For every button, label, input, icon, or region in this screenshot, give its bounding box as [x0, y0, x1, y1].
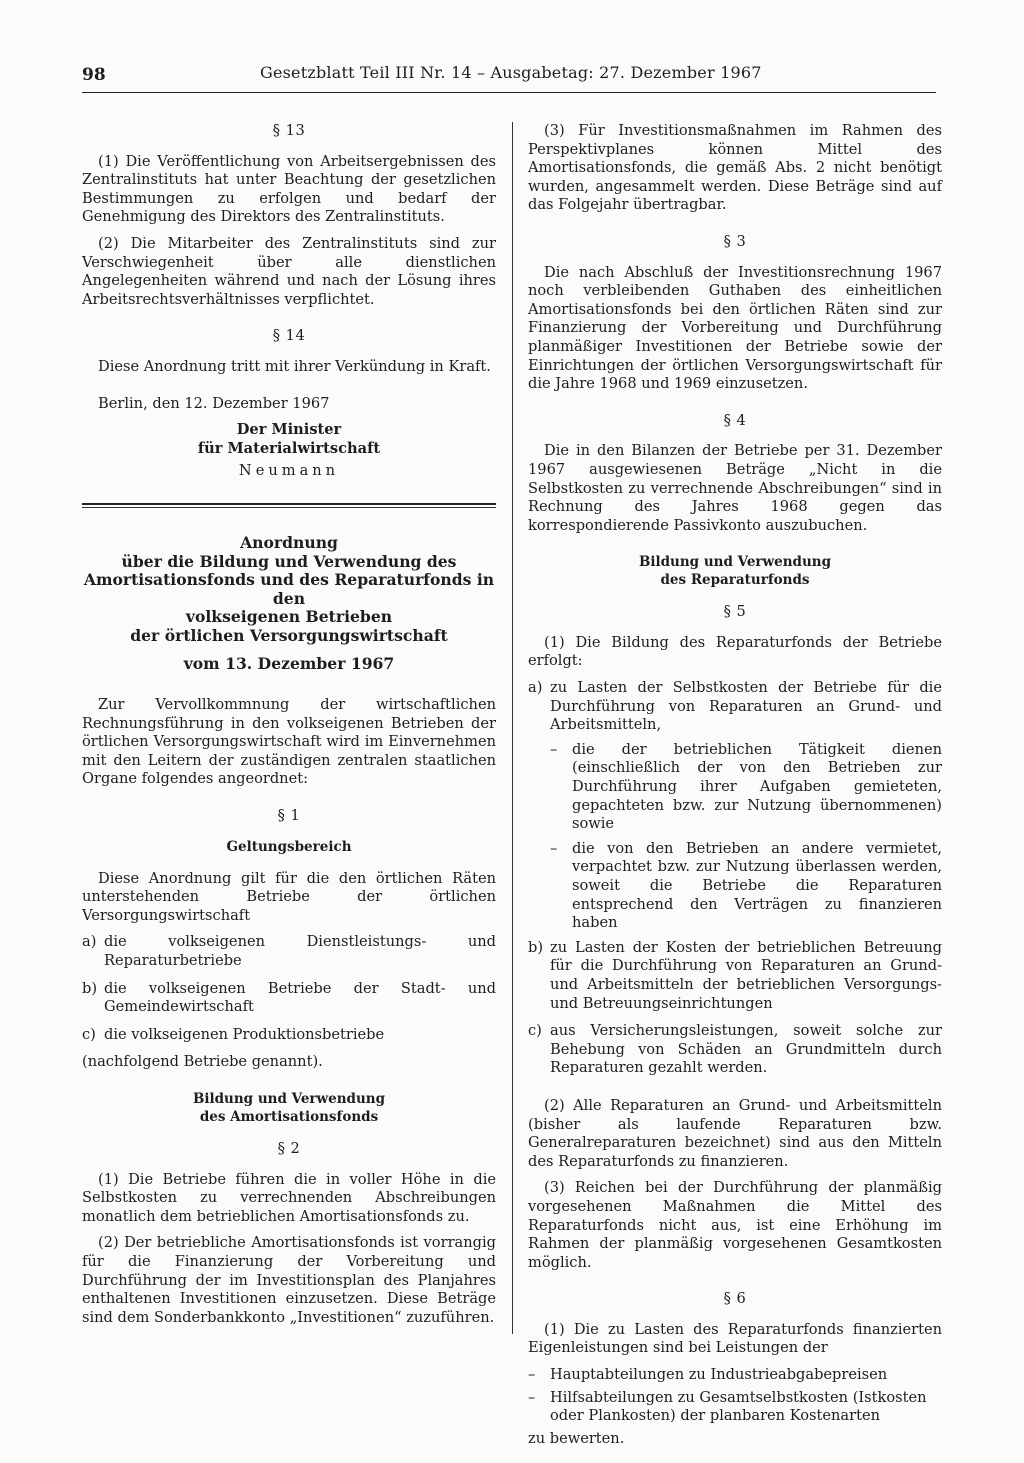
- title-line-4: volkseigenen Betrieben: [185, 607, 393, 627]
- section-1-outro: (nachfolgend Betriebe genannt).: [82, 1053, 323, 1071]
- dash-item-label: –: [550, 839, 558, 857]
- list-item: [82, 933, 496, 970]
- dash-item: [550, 741, 942, 834]
- dash-item-text: Hauptabteilungen zu Industrieabgabepreisen: [550, 1366, 888, 1384]
- section-13-label: § 13: [272, 122, 306, 139]
- list-item: [528, 679, 942, 735]
- document-title: [82, 534, 496, 646]
- section-3-label: § 3: [723, 232, 747, 250]
- dash-item-label: –: [550, 740, 558, 758]
- document-date: vom 13. Dezember 1967: [183, 654, 395, 674]
- dash-item-label: –: [528, 1388, 536, 1406]
- dash-item-text: die von den Betrieben an andere vermietet, verpachtet bzw. zur Nutzung überlassen werden, soweit die Betriebe die Reparaturen entsprechend den Verträgen zu finanzieren haben: [572, 839, 942, 932]
- dash-item-text: die der betrieblichen Tätigkeit dienen (einschließlich der von den Betrieben zur Durchführung ihrer Aufgaben gemieteten, gepachteten bzw. zur Nutzung übernommenen) sowie: [572, 740, 942, 833]
- right-column: [528, 122, 942, 1456]
- section-5-paragraph-1: (1) Die Bildung des Reparaturfonds der Betriebe erfolgt:: [528, 633, 942, 670]
- list-item-text: die volkseigenen Betriebe der Stadt- und Gemeindewirtschaft: [104, 979, 496, 1016]
- list-item: [82, 1026, 496, 1045]
- list-item-text: zu Lasten der Kosten der betrieblichen Betreuung für die Durchführung von Reparaturen an Grund- und Arbeitsmitteln der betrieblichen Versorgungs- und Betreuungseinrichtungen: [550, 938, 942, 1012]
- section-5-label: § 5: [723, 603, 747, 621]
- list-item: [528, 1022, 942, 1078]
- section-1-label: § 1: [277, 807, 301, 825]
- section-divider: [82, 503, 496, 505]
- list-item-label: a): [82, 933, 97, 951]
- dash-item-text: Hilfsabteilungen zu Gesamtselbstkosten (Istkosten oder Plankosten) der planbaren Kostenarten: [550, 1388, 927, 1425]
- section-6-outro: zu bewerten.: [528, 1429, 625, 1447]
- section-1-heading: Geltungsbereich: [226, 838, 352, 855]
- left-column: [82, 122, 496, 1335]
- section-5-paragraph-2: (2) Alle Reparaturen an Grund- und Arbeitsmitteln (bisher als laufende Reparaturen bzw. Generalreparaturen bezeichnet) sind aus den Mitteln des Reparaturfonds zu finanzieren.: [528, 1096, 942, 1170]
- section-2-paragraph-2: (2) Der betriebliche Amortisationsfonds ist vorrangig für die Finanzierung der Vorbereitung und Durchführung der im Investitionsplan des Planjahres enthaltenen Investitionen einzusetzen. Diese Beträge sind dem Sonderbankkonto „Investitionen“ zuzuführen.: [82, 1234, 496, 1326]
- title-line-1: Anordnung: [240, 532, 338, 552]
- repair-fund-heading-line-1: Bildung und Verwendung: [638, 554, 832, 571]
- signature-ministry: für Materialwirtschaft: [197, 439, 381, 457]
- list-item-label: c): [528, 1022, 542, 1040]
- repair-fund-heading: [528, 553, 942, 589]
- dash-item: [528, 1366, 942, 1385]
- list-item-label: b): [82, 979, 98, 997]
- repair-fund-heading-line-2: des Reparaturfonds: [660, 572, 810, 589]
- column-divider: [512, 122, 513, 1334]
- signature-title: Der Minister: [236, 421, 342, 439]
- section-3-text: Die nach Abschluß der Investitionsrechnung 1967 noch verbleibenden Guthaben des einheitlichen Amortisationsfonds bei den örtlichen Räten sind zur Finanzierung der Vorbereitung und Durchführung planmäßiger Investitionen der Betriebe sowie der Einrichtungen der örtlichen Versorgungswirtschaft für die Jahre 1968 und 1969 einzusetzen.: [528, 263, 942, 393]
- section-6-paragraph-1: (1) Die zu Lasten des Reparaturfonds finanzierten Eigenleistungen sind bei Leistungen der: [528, 1320, 942, 1357]
- list-item-text: die volkseigenen Produktionsbetriebe: [104, 1025, 385, 1043]
- list-item: [528, 939, 942, 1013]
- amortisation-heading-line-1: Bildung und Verwendung: [192, 1090, 386, 1107]
- dash-item-label: –: [528, 1366, 536, 1384]
- signature-name: Neumann: [238, 462, 340, 480]
- header-rule: [82, 92, 936, 93]
- section-4-label: § 4: [723, 411, 747, 429]
- title-line-3: Amortisationsfonds und des Reparaturfonds in den: [83, 570, 495, 608]
- dash-item: [528, 1389, 942, 1426]
- section-5-paragraph-3: (3) Reichen bei der Durchführung der planmäßig vorgesehenen Maßnahmen die Mittel des Reparaturfonds nicht aus, ist eine Erhöhung im Rahmen der planmäßig vorgesehenen Gesamtkosten möglich.: [528, 1179, 942, 1271]
- title-line-2: über die Bildung und Verwendung des: [121, 551, 457, 571]
- section-14-label: § 14: [272, 327, 306, 345]
- page-header: [82, 64, 936, 92]
- title-line-5: der örtlichen Versorgungswirtschaft: [130, 625, 448, 645]
- section-1-intro: Diese Anordnung gilt für die den örtlichen Räten unterstehenden Betriebe der örtlichen Versorgungswirtschaft: [82, 869, 496, 924]
- section-14-text: Diese Anordnung tritt mit ihrer Verkündung in Kraft.: [98, 357, 491, 375]
- list-item-label: c): [82, 1025, 96, 1043]
- list-item: [82, 980, 496, 1017]
- section-2-label: § 2: [277, 1139, 301, 1157]
- list-item-text: aus Versicherungsleistungen, soweit solche zur Behebung von Schäden an Grundmitteln durch Reparaturen gezahlt werden.: [550, 1022, 942, 1077]
- section-2-paragraph-1: (1) Die Betriebe führen die in voller Höhe in die Selbstkosten zu verrechnenden Abschreibungen monatlich dem betrieblichen Amortisationsfonds zu.: [82, 1170, 496, 1225]
- section-divider-thin: [82, 507, 496, 508]
- amortisation-heading-line-2: des Amortisationsfonds: [199, 1108, 379, 1125]
- list-item-text: zu Lasten der Selbstkosten der Betriebe für die Durchführung von Reparaturen an Grund- und Arbeitsmitteln,: [550, 679, 942, 734]
- section-4-text: Die in den Bilanzen der Betriebe per 31. Dezember 1967 ausgewiesenen Beträge „Nicht in die Selbstkosten zu verrechnende Abschreibungen“ sind in Rechnung des Jahres 1968 gegen das korrespondierende Passivkonto auszubuchen.: [528, 442, 942, 534]
- list-item-label: b): [528, 938, 544, 956]
- section-2-paragraph-3: (3) Für Investitionsmaßnahmen im Rahmen des Perspektivplanes können Mittel des Amortisationsfonds, die gemäß Abs. 2 nicht benötigt wurden, angesammelt werden. Diese Beträge sind auf das Folgejahr übertragbar.: [528, 122, 942, 214]
- dash-item: [550, 840, 942, 933]
- section-6-label: § 6: [723, 1290, 747, 1308]
- running-head: Gesetzblatt Teil III Nr. 14 – Ausgabetag: 27. Dezember 1967: [260, 63, 762, 82]
- preamble: Zur Vervollkommnung der wirtschaftlichen Rechnungsführung in den volkseigenen Betrieben der örtlichen Versorgungswirtschaft wird im Einvernehmen mit den Leitern der zuständigen zentralen staatlichen Organe folgendes angeordnet:: [82, 696, 496, 788]
- page-number: 98: [82, 65, 106, 85]
- amortisation-heading: [82, 1090, 496, 1126]
- section-13-paragraph-2: (2) Die Mitarbeiter des Zentralinstituts sind zur Verschwiegenheit über alle dienstlichen Angelegenheiten während und nach der Lösung ihres Arbeitsrechtsverhältnisses verpflichtet.: [82, 234, 496, 308]
- place-date: Berlin, den 12. Dezember 1967: [98, 394, 330, 412]
- list-item-label: a): [528, 679, 543, 697]
- section-13-paragraph-1: (1) Die Veröffentlichung von Arbeitsergebnissen des Zentralinstituts hat unter Beachtung der gesetzlichen Bestimmungen zu erfolgen und bedarf der Genehmigung des Direktors des Zentralinstituts.: [82, 152, 496, 226]
- list-item-text: die volkseigenen Dienstleistungs- und Reparaturbetriebe: [104, 933, 496, 969]
